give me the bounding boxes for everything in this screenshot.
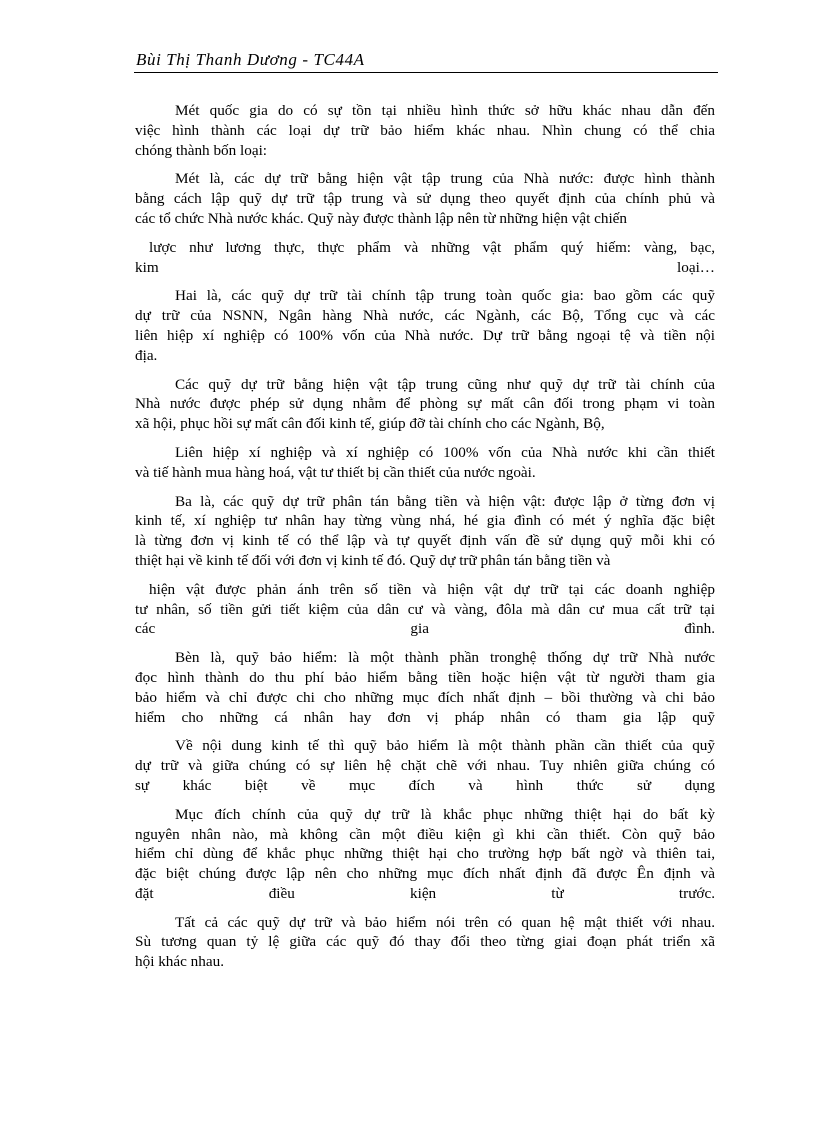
paragraph-line: dự trữ của NSNN, Ngân hàng Nhà nước, các Ngành, các Bộ, Tổng cục và các: [135, 307, 715, 325]
paragraph-line: xã hội, phục hồi sự mất cân đối kinh tế, giúp đỡ tài chính cho các Ngành, Bộ,: [135, 415, 605, 433]
paragraph-line: Mét là, các dự trữ bằng hiện vật tập trung của Nhà nước: được hình thành: [175, 170, 715, 188]
paragraph-line: Tất cả các quỹ dự trữ và bảo hiểm nói trên có quan hệ mật thiết với nhau.: [175, 913, 715, 931]
paragraph-line: các tổ chức Nhà nước khác. Quỹ này được thành lập nên từ những hiện vật chiến: [135, 209, 628, 227]
paragraph-line: Bèn là, quỹ bảo hiểm: là một thành phần tronghệ thống dự trữ Nhà nước: [175, 649, 715, 667]
paragraph: [135, 492, 715, 571]
paragraph-line: Các quỹ dự trữ bằng hiện vật tập trung cũng như quỹ dự trữ tài chính của: [175, 375, 715, 393]
paragraph: [135, 805, 715, 904]
paragraph: [135, 913, 715, 972]
paragraph-line: đọc hình thành do thu phí bảo hiểm bằng tiền hoặc hiện vật từ người tham gia: [135, 668, 715, 686]
paragraph: [135, 101, 715, 160]
paragraph: [135, 736, 715, 795]
paragraph-line: đặt điều kiện từ trước.: [135, 884, 715, 902]
paragraph-line: đặc biệt chúng được lập nên cho những mục đích nhất định đã được Ên định và: [135, 865, 715, 883]
paragraph: [135, 238, 715, 278]
paragraph: [135, 443, 715, 483]
paragraph-line: địa.: [135, 346, 158, 364]
paragraph-line: việc hình thành các loại dự trữ bảo hiểm khác nhau. Nhìn chung có thể chia: [135, 121, 715, 139]
paragraph: [135, 580, 715, 639]
paragraph-line: và tiế hành mua hàng hoá, vật tư thiết bị cần thiết của nước ngoài.: [135, 463, 536, 481]
paragraph-line: hiểm chỉ dùng để khắc phục những thiệt hại cho trường hợp bất ngờ và thiên tai,: [135, 845, 715, 863]
paragraph-line: Liên hiệp xí nghiệp và xí nghiệp có 100% vốn của Nhà nước khi cần thiết: [175, 443, 715, 461]
page-header: [134, 48, 718, 73]
paragraph: [135, 286, 715, 365]
paragraph-line: Hai là, các quỹ dự trữ tài chính tập trung toàn quốc gia: bao gồm các quỹ: [175, 287, 715, 305]
paragraph-line: kinh tế, xí nghiệp tư nhân hay từng vùng nhá, hé gia đình có mét ý nghĩa đặc biệt: [135, 512, 715, 530]
paragraph-line: Sù tương quan tỷ lệ giữa các quỹ đó thay đổi theo từng giai đoạn phát triển xã: [135, 933, 715, 951]
paragraph-line: bảo hiểm và chỉ được chi cho những mục đích nhất định – bồi thường và chi bảo: [135, 688, 715, 706]
paragraph-line: Nhà nước được phép sử dụng nhằm để phòng sự mất cân đối trong phạm vi toàn: [135, 395, 715, 413]
paragraph-line: nguyên nhân nào, mà không cần một điều kiện gì khi cần thiết. Còn quỹ bảo: [135, 825, 715, 843]
paragraph-line: Mét quốc gia do có sự tồn tại nhiều hình thức sở hữu khác nhau dẫn đến: [175, 102, 715, 119]
document-body: [135, 101, 715, 981]
paragraph-line: các gia đình.: [135, 620, 715, 638]
paragraph: [135, 375, 715, 434]
paragraph-line: hiểm cho những cá nhân hay đơn vị pháp nhân có tham gia lập quỹ: [135, 708, 715, 726]
header-title: Bùi Thị Thanh Dương - TC44A: [136, 50, 365, 69]
paragraph-line: Mục đích chính của quỹ dự trữ là khắc phục những thiệt hại do bất kỳ: [175, 805, 715, 823]
paragraph-line: Ba là, các quỹ dự trữ phân tán bằng tiền và hiện vật: được lập ở từng đơn vị: [175, 492, 715, 510]
paragraph: [135, 648, 715, 727]
paragraph: [135, 169, 715, 228]
paragraph-line: thiệt hại về kinh tế đối với đơn vị kinh tế đó. Quỹ dự trữ phân tán bằng tiền và: [135, 551, 611, 569]
paragraph-line: lược như lương thực, thực phẩm và những vật phẩm quý hiếm: vàng, bạc,: [149, 238, 715, 256]
paragraph-line: chóng thành bốn loại:: [135, 141, 268, 159]
paragraph-line: sự khác biệt về mục đích và hình thức sử dụng: [135, 776, 715, 794]
paragraph-line: liên hiệp xí nghiệp có 100% vốn của Nhà nước. Dự trữ bằng ngoại tệ và tiền nội: [135, 326, 715, 344]
paragraph-line: bằng cách lập quỹ dự trữ tập trung và sử dụng theo quyết định của chính phủ và: [135, 190, 715, 208]
paragraph-line: kim loại…: [135, 258, 715, 276]
paragraph-line: Về nội dung kinh tế thì quỹ bảo hiểm là một thành phần cần thiết của quỹ: [175, 737, 715, 755]
paragraph-line: hiện vật được phản ánh trên số tiền và hiện vật dự trữ tại các doanh nghiệp: [149, 580, 715, 598]
paragraph-line: tư nhân, số tiền gửi tiết kiệm của dân cư và vàng, đôla mà dân cư mua cất trữ tại: [135, 600, 715, 618]
paragraph-line: dự trữ và giữa chúng có sự liên hệ chặt chẽ với nhau. Tuy nhiên giữa chúng có: [135, 757, 715, 775]
paragraph-line: là từng đơn vị kinh tế có thể lập và tự quyết định vấn đề sử dụng quỹ mỗi khi có: [135, 532, 715, 550]
paragraph-line: hội khác nhau.: [135, 953, 224, 971]
